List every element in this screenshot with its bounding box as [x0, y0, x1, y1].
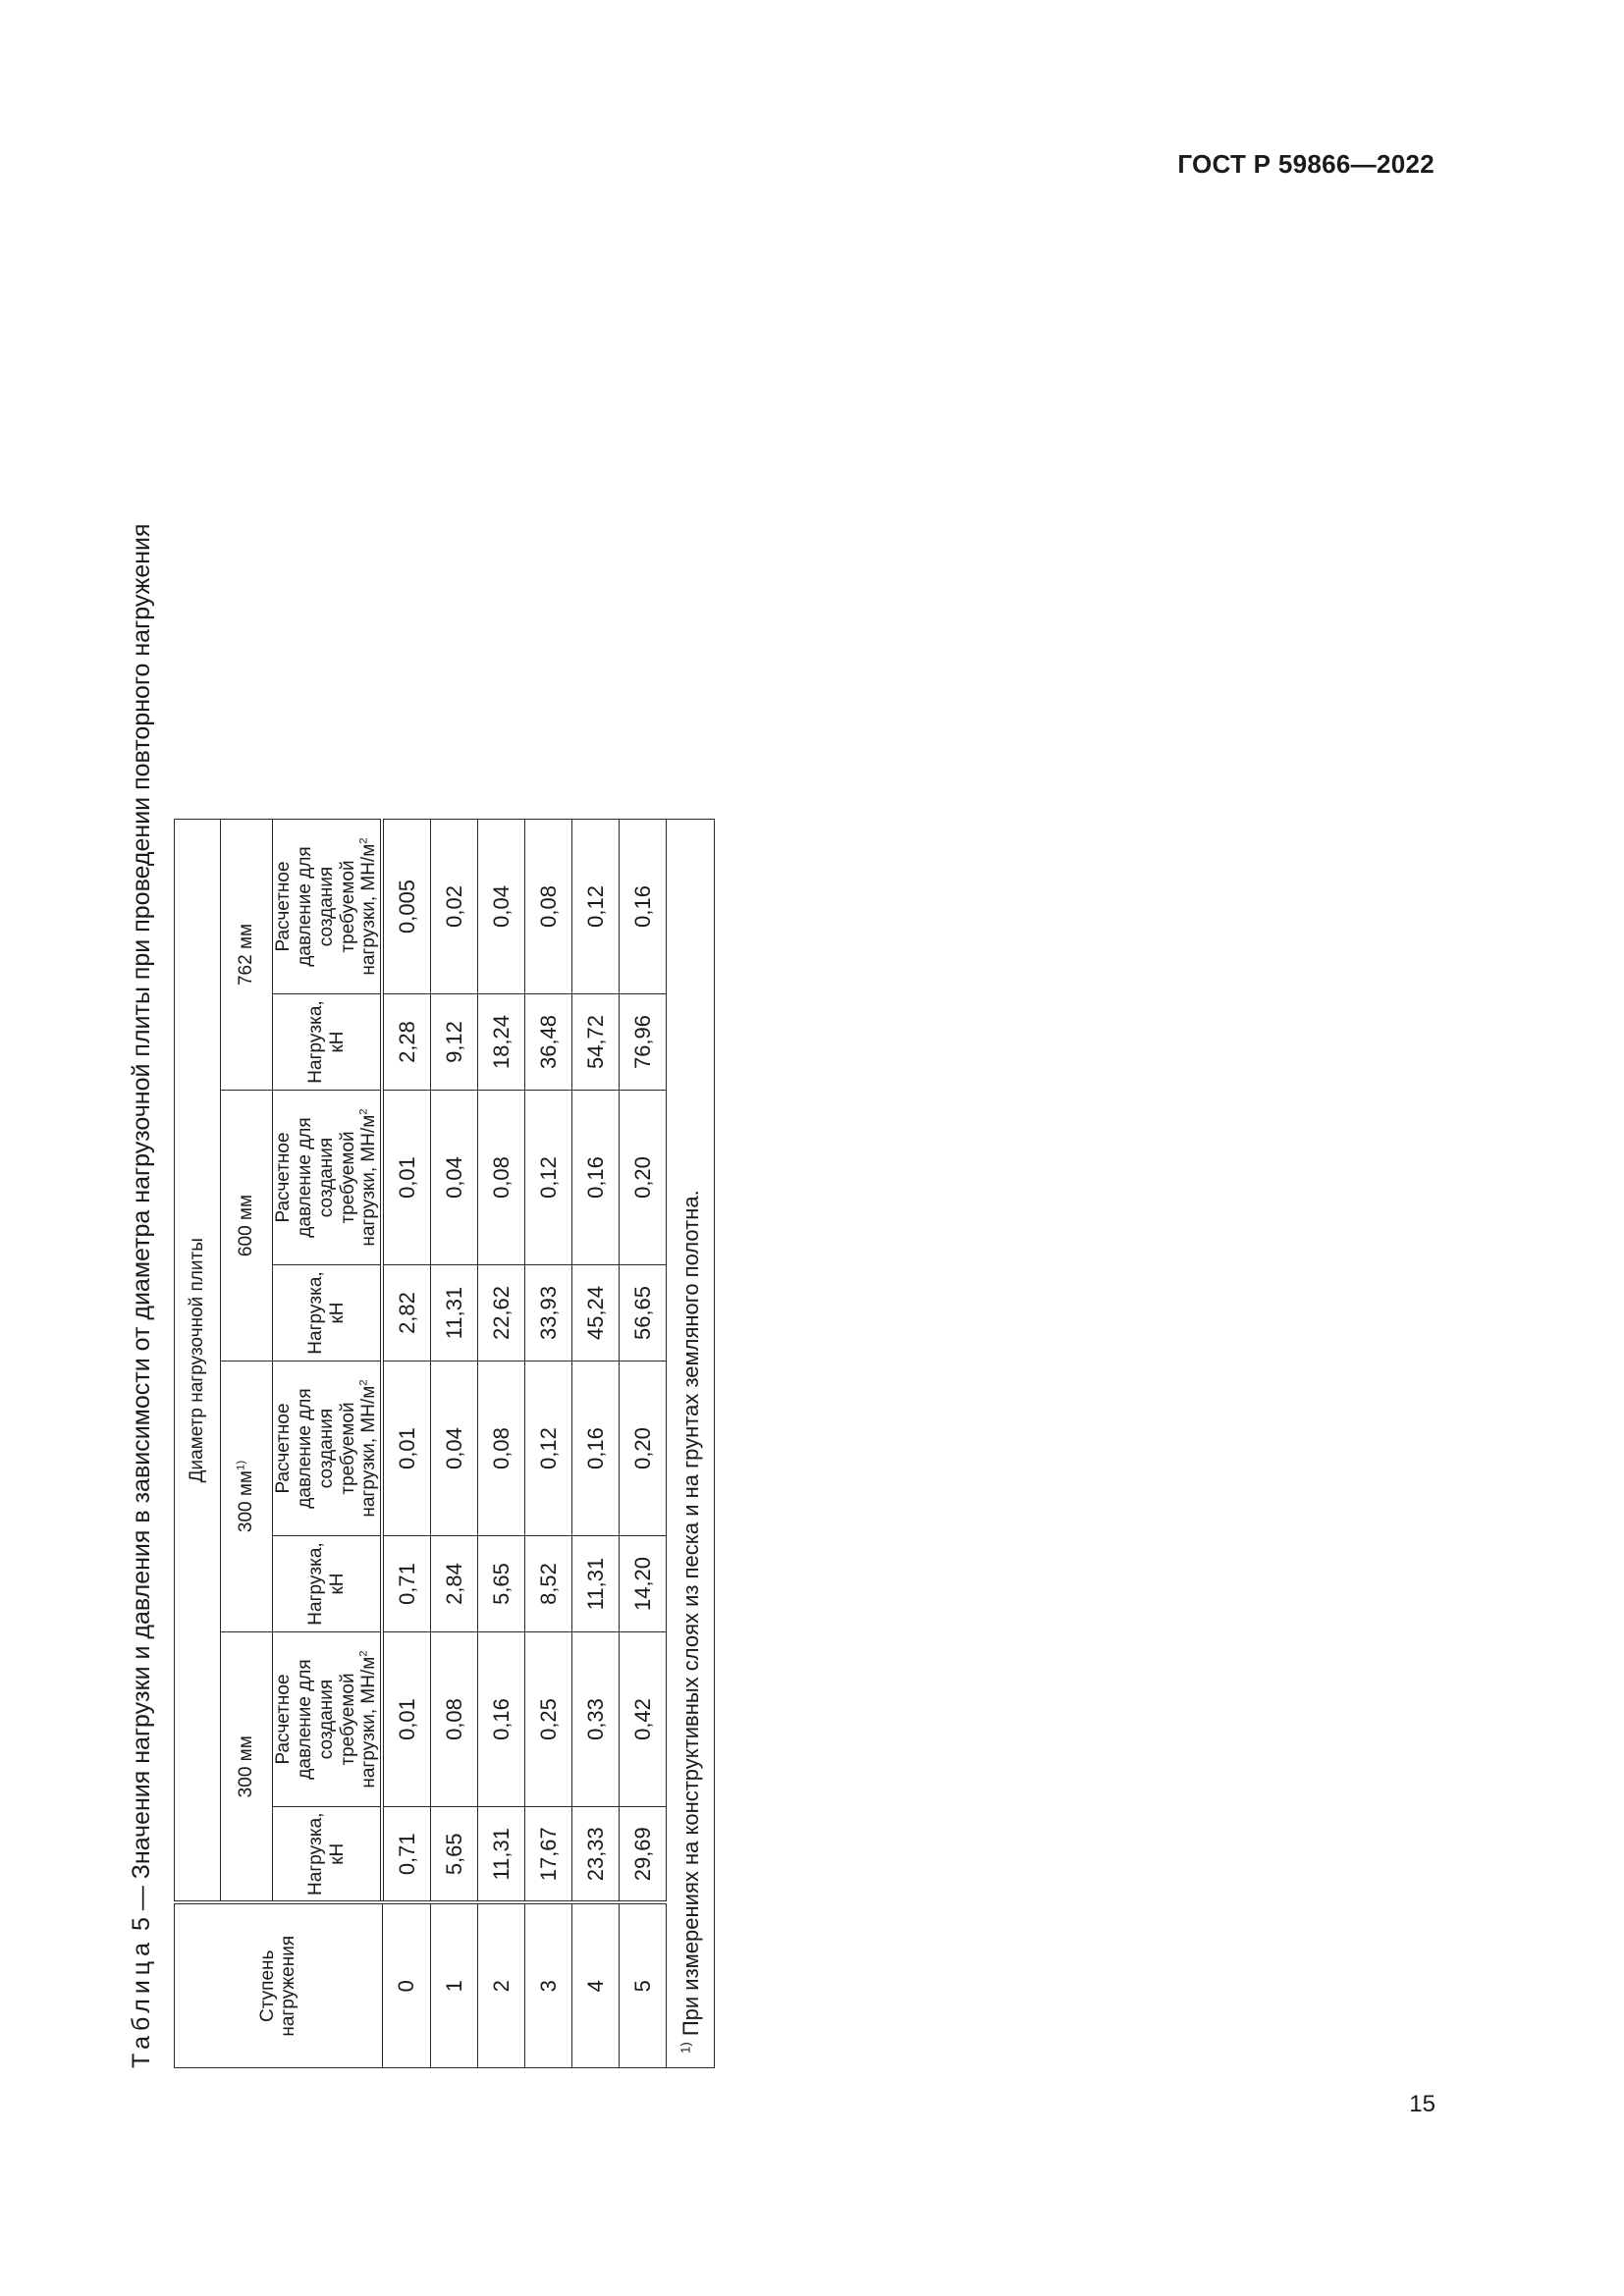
load-cell: 45,24 — [572, 1265, 620, 1362]
load-cell: 11,31 — [478, 1807, 525, 1903]
pressure-cell: 0,02 — [431, 819, 478, 993]
stage-cell: 1 — [431, 1903, 478, 2068]
table-footnote: $^{1)}$ При измерениях на конструктивных слоях из песка и на грунтах земляного полотна. — [667, 819, 715, 2067]
pressure-cell: 0,33 — [572, 1632, 620, 1807]
pressure-cell: 0,04 — [431, 1091, 478, 1265]
pressure-cell: 0,16 — [572, 1362, 620, 1536]
pressure-cell: 0,08 — [431, 1632, 478, 1807]
table-caption — [119, 240, 174, 2068]
col-header-pressure: Расчетное давление для создания требуемой нагрузки, $МН/м^2$ — [273, 1091, 383, 1265]
load-cell: 2,28 — [382, 994, 431, 1091]
load-cell: 0,71 — [382, 1536, 431, 1632]
load-cell: 9,12 — [431, 994, 478, 1091]
pressure-cell: 0,16 — [572, 1091, 620, 1265]
stage-cell: 2 — [478, 1903, 525, 2068]
stage-cell: 4 — [572, 1903, 620, 2068]
caption-number: 5 — [128, 1917, 155, 1932]
load-cell: 29,69 — [620, 1807, 667, 1903]
load-cell: 23,33 — [572, 1807, 620, 1903]
stage-cell: 3 — [525, 1903, 572, 2068]
load-cell: 11,31 — [572, 1536, 620, 1632]
col-header-pressure: Расчетное давление для создания требуемой нагрузки, $МН/м^2$ — [273, 819, 383, 993]
pressure-cell: 0,04 — [431, 1362, 478, 1536]
pressure-cell: 0,16 — [478, 1632, 525, 1807]
col-header-load: Нагрузка, кН — [273, 1536, 383, 1632]
stage-header: Ступень нагружения — [175, 1903, 383, 2068]
load-cell: 22,62 — [478, 1265, 525, 1362]
stage-cell: 0 — [382, 1903, 431, 2068]
load-cell: 5,65 — [431, 1807, 478, 1903]
pressure-cell: 0,005 — [382, 819, 431, 993]
load-table — [174, 240, 715, 2068]
pressure-cell: 0,20 — [620, 1362, 667, 1536]
pressure-cell: 0,20 — [620, 1091, 667, 1265]
pressure-cell: 0,04 — [478, 819, 525, 993]
pressure-cell: 0,01 — [382, 1091, 431, 1265]
load-cell: 76,96 — [620, 994, 667, 1091]
load-cell: 14,20 — [620, 1536, 667, 1632]
load-cell: 33,93 — [525, 1265, 572, 1362]
load-cell: 36,48 — [525, 994, 572, 1091]
table-blank-area — [175, 240, 667, 819]
load-cell: 11,31 — [431, 1265, 478, 1362]
stage-cell: 5 — [620, 1903, 667, 2068]
group-header-300: 300 мм — [221, 1632, 273, 1903]
col-header-load: Нагрузка, кН — [273, 1807, 383, 1903]
pressure-cell: 0,12 — [572, 819, 620, 993]
pressure-cell: 0,12 — [525, 1091, 572, 1265]
pressure-cell: 0,16 — [620, 819, 667, 993]
load-cell: 18,24 — [478, 994, 525, 1091]
load-cell: 2,84 — [431, 1536, 478, 1632]
pressure-cell: 0,42 — [620, 1632, 667, 1807]
caption-text: — Значения нагрузки и давления в зависимости от диаметра нагрузочной плиты при проведении повторного нагружения — [128, 523, 155, 1911]
load-cell: 0,71 — [382, 1807, 431, 1903]
col-header-pressure: Расчетное давление для создания требуемой нагрузки, $МН/м^2$ — [273, 1362, 383, 1536]
col-header-pressure: Расчетное давление для создания требуемой нагрузки, $МН/м^2$ — [273, 1632, 383, 1807]
pressure-cell: 0,08 — [525, 819, 572, 993]
diameter-header: Диаметр нагрузочной плиты — [175, 819, 221, 1902]
group-header-600: 600 мм — [221, 1091, 273, 1362]
pressure-cell: 0,01 — [382, 1362, 431, 1536]
pressure-cell: 0,12 — [525, 1362, 572, 1536]
load-cell: 2,82 — [382, 1265, 431, 1362]
group-header-300-note: 300 $мм^{1)}$ — [221, 1362, 273, 1632]
col-header-load: Нагрузка, кН — [273, 994, 383, 1091]
pressure-cell: 0,25 — [525, 1632, 572, 1807]
pressure-cell: 0,01 — [382, 1632, 431, 1807]
group-header-762: 762 мм — [221, 819, 273, 1090]
caption-label: Таблица — [128, 1937, 155, 2068]
load-cell: 5,65 — [478, 1536, 525, 1632]
col-header-load: Нагрузка, кН — [273, 1265, 383, 1362]
load-cell: 54,72 — [572, 994, 620, 1091]
load-cell: 56,65 — [620, 1265, 667, 1362]
pressure-cell: 0,08 — [478, 1091, 525, 1265]
rotated-table-block — [119, 240, 821, 2068]
load-cell: 17,67 — [525, 1807, 572, 1903]
load-cell: 8,52 — [525, 1536, 572, 1632]
pressure-cell: 0,08 — [478, 1362, 525, 1536]
document-code: ГОСТ Р 59866—2022 — [1177, 149, 1435, 179]
page-number: 15 — [1409, 2091, 1435, 2117]
